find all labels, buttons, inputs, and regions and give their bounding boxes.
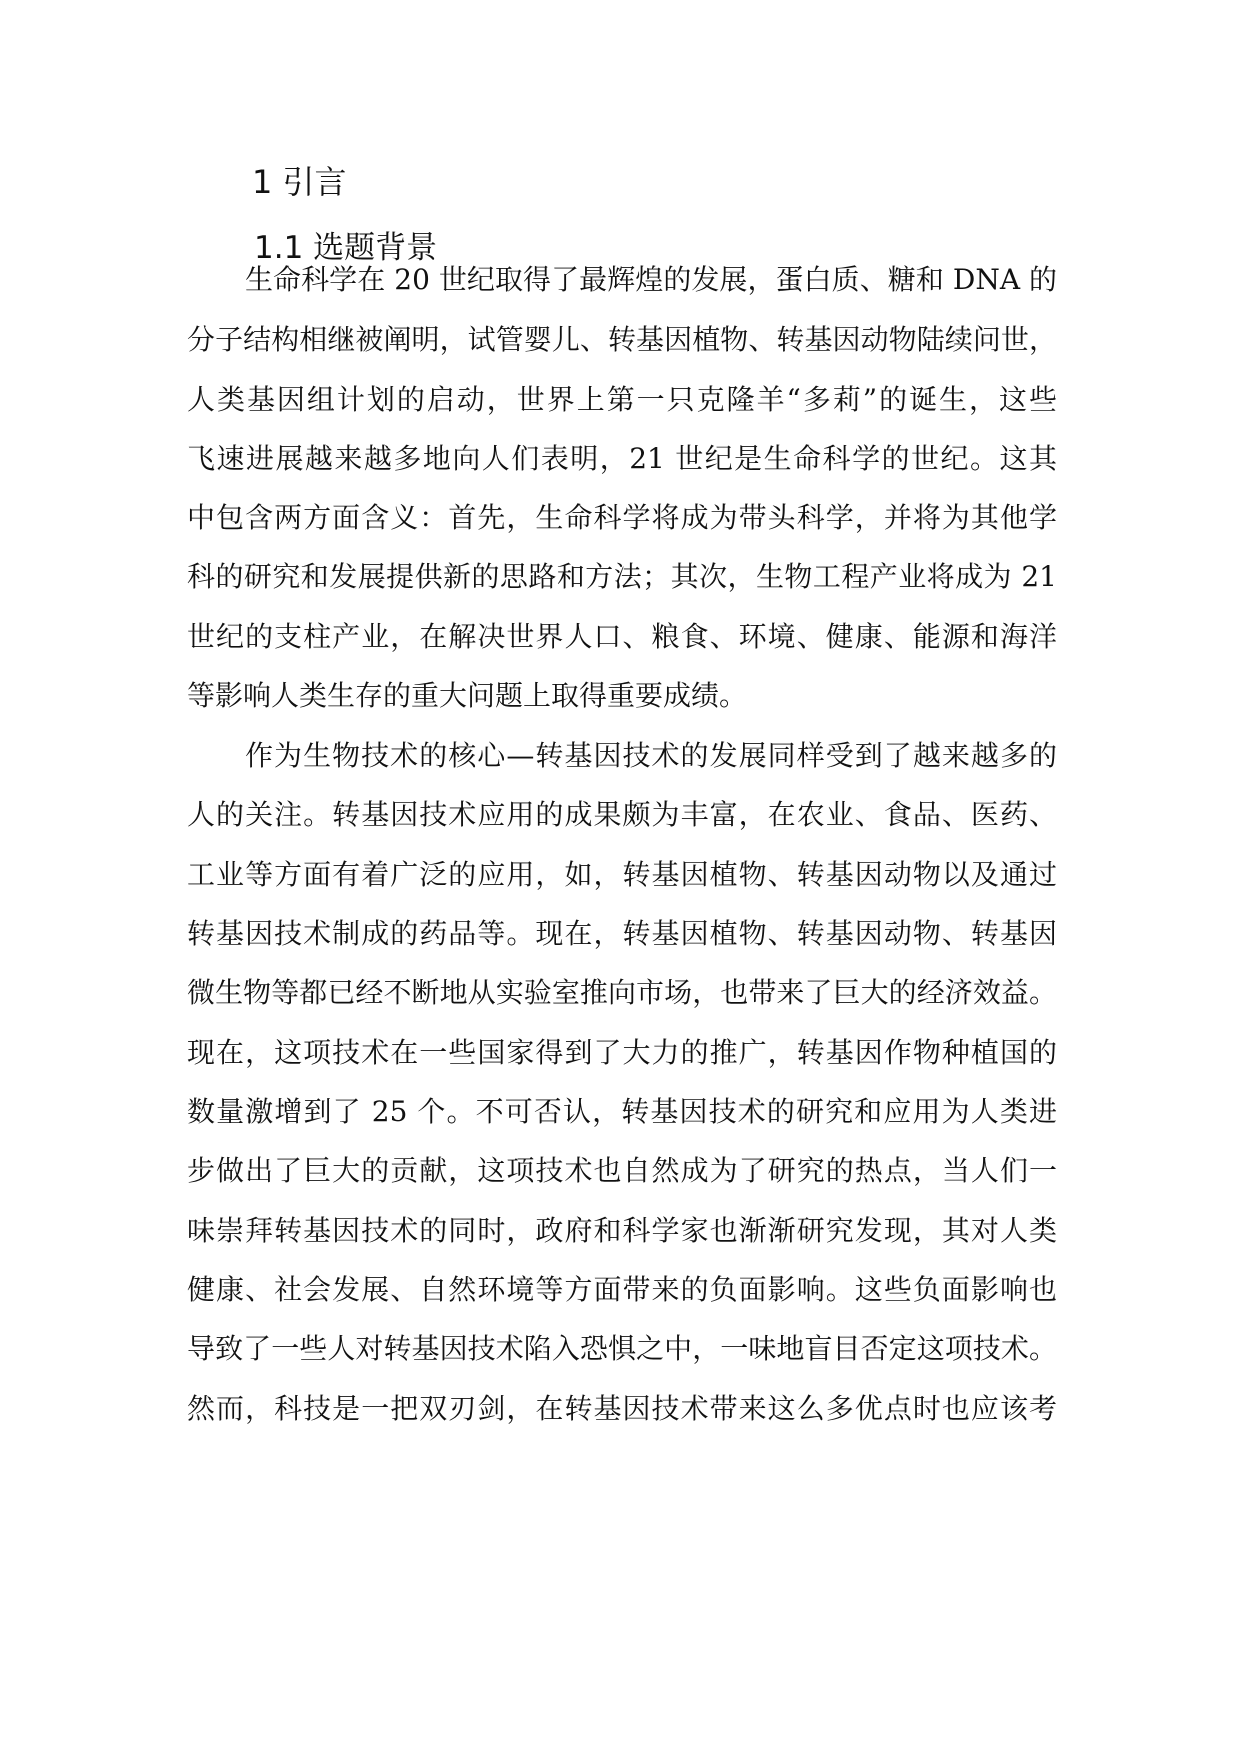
paragraph-line: 生命科学在 20 世纪取得了最辉煌的发展，蛋白质、糖和 DNA 的 bbox=[245, 263, 1057, 296]
paragraph-line: 步做出了巨大的贡献，这项技术也自然成为了研究的热点，当人们一 bbox=[187, 1154, 1057, 1187]
paragraph-line: 世纪的支柱产业，在解决世界人口、粮食、环境、健康、能源和海洋 bbox=[187, 620, 1057, 653]
paragraph-line: 然而，科技是一把双刃剑，在转基因技术带来这么多优点时也应该考 bbox=[187, 1392, 1057, 1425]
paragraph-line: 科的研究和发展提供新的思路和方法；其次，生物工程产业将成为 21 bbox=[187, 560, 1057, 593]
paragraph-line: 微生物等都已经不断地从实验室推向市场，也带来了巨大的经济效益。 bbox=[187, 976, 1057, 1009]
paragraph-line: 健康、社会发展、自然环境等方面带来的负面影响。这些负面影响也 bbox=[187, 1273, 1057, 1306]
paragraph-line: 数量激增到了 25 个。不可否认，转基因技术的研究和应用为人类进 bbox=[187, 1095, 1057, 1128]
section-heading: 1.1 选题背景 bbox=[254, 230, 438, 266]
paragraph-line: 工业等方面有着广泛的应用，如，转基因植物、转基因动物以及通过 bbox=[187, 858, 1057, 891]
paragraph-line: 分子结构相继被阐明，试管婴儿、转基因植物、转基因动物陆续问世， bbox=[187, 323, 1057, 356]
paragraph-line: 等影响人类生存的重大问题上取得重要成绩。 bbox=[187, 679, 748, 712]
paragraph-line: 人类基因组计划的启动，世界上第一只克隆羊“多莉”的诞生，这些 bbox=[187, 383, 1057, 416]
chapter-heading: 1 引言 bbox=[252, 163, 347, 201]
paragraph-line: 人的关注。转基因技术应用的成果颇为丰富，在农业、食品、医药、 bbox=[187, 798, 1057, 831]
paragraph-line: 味崇拜转基因技术的同时，政府和科学家也渐渐研究发现，其对人类 bbox=[187, 1214, 1057, 1247]
paragraph-line: 转基因技术制成的药品等。现在，转基因植物、转基因动物、转基因 bbox=[187, 917, 1057, 950]
paragraph-line: 飞速进展越来越多地向人们表明，21 世纪是生命科学的世纪。这其 bbox=[187, 442, 1057, 475]
paragraph-line: 作为生物技术的核心—转基因技术的发展同样受到了越来越多的 bbox=[245, 739, 1057, 772]
paragraph-line: 现在，这项技术在一些国家得到了大力的推广，转基因作物种植国的 bbox=[187, 1036, 1057, 1069]
paragraph-line: 导致了一些人对转基因技术陷入恐惧之中，一味地盲目否定这项技术。 bbox=[187, 1332, 1057, 1365]
paragraph-line: 中包含两方面含义：首先，生命科学将成为带头科学，并将为其他学 bbox=[187, 501, 1057, 534]
